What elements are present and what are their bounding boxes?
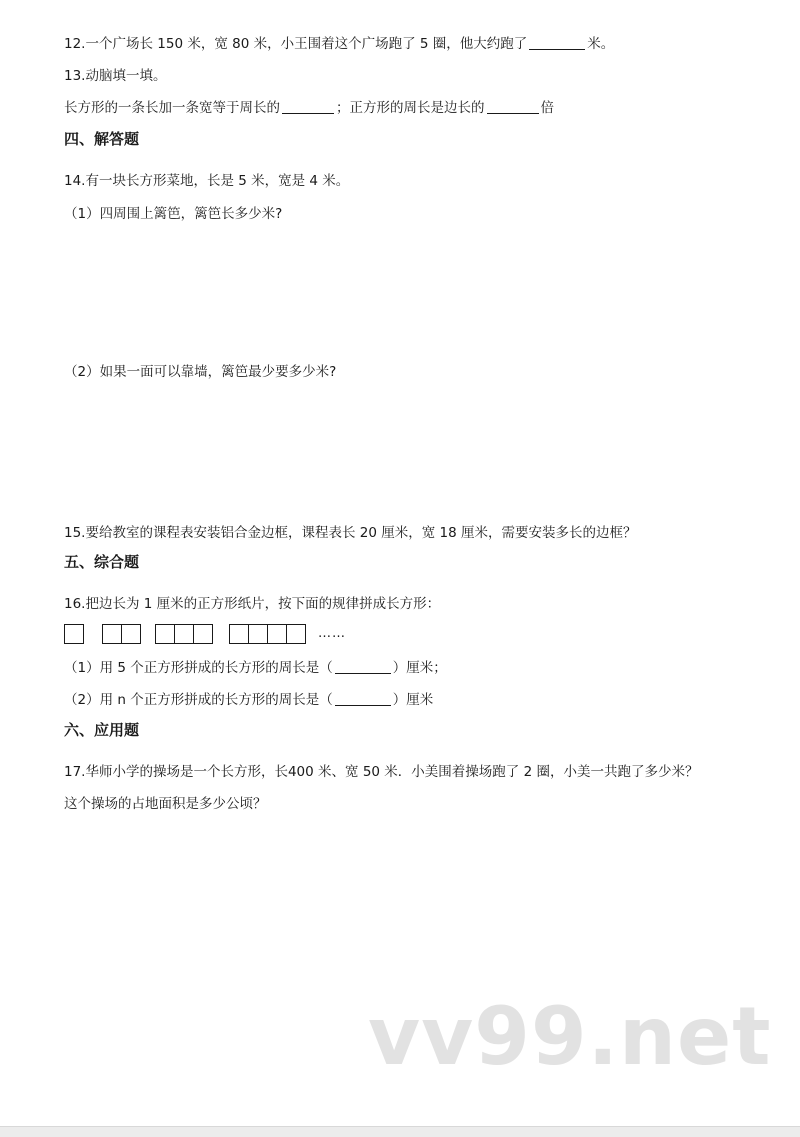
- q16-sub1-prefix: （1）用 5 个正方形拼成的长方形的周长是（: [64, 660, 333, 676]
- q13-blank-2[interactable]: [487, 99, 539, 114]
- question-17-line2: 这个操场的占地面积是多少公顷？: [64, 796, 267, 812]
- q13-suffix: 倍: [540, 100, 554, 116]
- square: [64, 624, 84, 644]
- square: [174, 624, 194, 644]
- question-13-title: 13.动脑填一填。: [64, 68, 167, 84]
- section-4-heading: 四、解答题: [64, 130, 140, 148]
- watermark: vv99.net: [368, 990, 772, 1083]
- question-17-line1: 17.华师小学的操场是一个长方形，长400 米、宽 50 米．小美围着操场跑了 2 圈，小美一共跑了多少米？: [64, 764, 699, 780]
- square-group-1: [64, 624, 84, 644]
- question-14-sub2: （2）如果一面可以靠墙，篱笆最少要多少米?: [64, 364, 337, 380]
- question-13-body: [64, 98, 760, 118]
- q12-answer-blank[interactable]: [529, 35, 585, 50]
- square: [121, 624, 141, 644]
- question-16-sub2: [64, 690, 760, 710]
- q16-sub2-blank[interactable]: [335, 691, 391, 706]
- question-14-title: 14.有一块长方形菜地，长是 5 米，宽是 4 米。: [64, 173, 350, 189]
- q13-blank-1[interactable]: [282, 99, 334, 114]
- q16-sub1-blank[interactable]: [335, 659, 391, 674]
- square: [155, 624, 175, 644]
- square: [267, 624, 287, 644]
- page-bottom-edge: [0, 1126, 800, 1137]
- section-5-heading: 五、综合题: [64, 553, 140, 571]
- q13-sep: ；正方形的周长是边长的: [336, 100, 485, 116]
- square: [102, 624, 122, 644]
- q16-sub1-suffix: ）厘米；: [392, 660, 447, 676]
- section-6-heading: 六、应用题: [64, 721, 140, 739]
- square: [248, 624, 268, 644]
- q12-suffix: 米。: [587, 36, 615, 52]
- square-group-4: [229, 624, 306, 644]
- question-16-title: 16.把边长为 1 厘米的正方形纸片，按下面的规律拼成长方形：: [64, 596, 441, 612]
- q12-text: 12.一个广场长 150 米，宽 80 米，小王围着这个广场跑了 5 圈，他大约跑了: [64, 36, 528, 52]
- question-12: [64, 34, 760, 54]
- square-group-2: [102, 624, 141, 644]
- question-14-sub1: （1）四周围上篱笆，篱笆长多少米?: [64, 206, 283, 222]
- pattern-ellipsis: ……: [318, 626, 346, 641]
- square-group-3: [155, 624, 213, 644]
- question-15: 15.要给教室的课程表安装铝合金边框，课程表长 20 厘米，宽 18 厘米，需要安装多长的边框？: [64, 525, 637, 541]
- q13-part1: 长方形的一条长加一条宽等于周长的: [64, 100, 280, 116]
- q16-sub2-prefix: （2）用 n 个正方形拼成的长方形的周长是（: [64, 692, 333, 708]
- square: [229, 624, 249, 644]
- square: [193, 624, 213, 644]
- question-16-sub1: [64, 658, 760, 678]
- q16-sub2-suffix: ）厘米: [392, 692, 434, 708]
- square: [286, 624, 306, 644]
